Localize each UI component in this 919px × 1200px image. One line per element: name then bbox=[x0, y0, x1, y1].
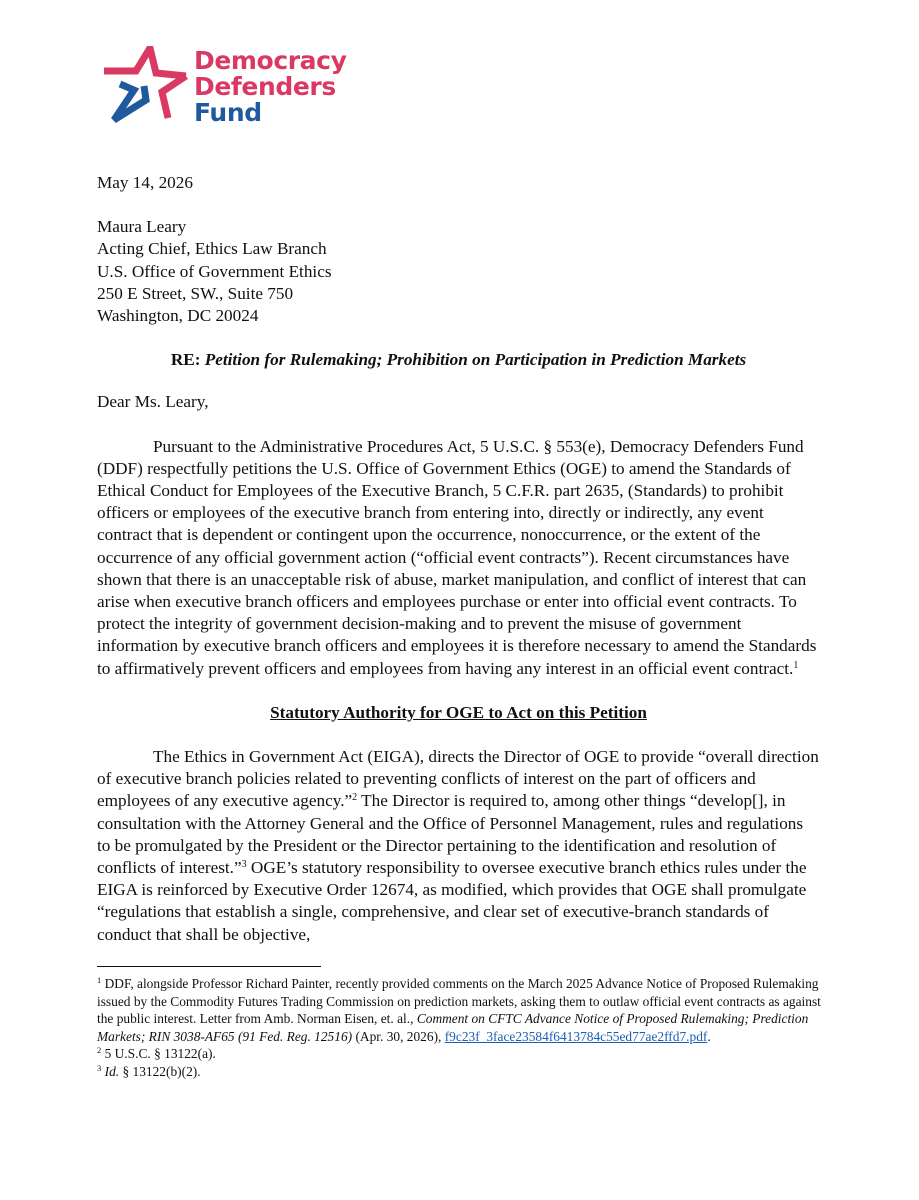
paragraph-authority-part3: OGE’s statutory responsibility to oversee executive branch ethics rules under the EIGA is reinforced by Executive Order 12674, as modified, which provides that OGE shall promulgate “regulations that establish a single, comprehensive, and clear set of executive-branch standards of conduct that shall be objective, bbox=[97, 858, 807, 944]
section-heading: Statutory Authority for OGE to Act on this Petition bbox=[270, 702, 647, 722]
footnote-1 bbox=[97, 975, 827, 1045]
star-icon bbox=[98, 46, 190, 126]
footnote-1-date: (Apr. 30, 2026), bbox=[352, 1028, 445, 1044]
footnote-ref-1[interactable]: 1 bbox=[793, 659, 799, 671]
footnote-1-end: . bbox=[707, 1028, 711, 1044]
footnotes bbox=[97, 975, 827, 1081]
footnote-3-number: 3 bbox=[97, 1062, 102, 1073]
footnote-1-text: DDF, alongside Professor Richard Painter, recently provided comments on the March 2025 Advance Notice of Proposed Rulemaking issued by the Commodity Futures Trading Commission on prediction markets, asking them to outlaw official event contracts as against the public interest. Letter from Amb. Norman Eisen, et. al., bbox=[97, 976, 821, 1027]
footnote-1-number: 1 bbox=[97, 975, 102, 985]
logo-line-1: Democracy bbox=[194, 46, 347, 75]
logo-wordmark bbox=[194, 48, 346, 126]
paragraph-authority-part1: The Ethics in Government Act (EIGA), directs the Director of OGE to provide “overall direction of executive branch policies related to preventing conflicts of interest on the part of officers and employees of any executive agency.” bbox=[97, 747, 819, 811]
footnote-divider bbox=[97, 966, 321, 967]
footnote-2-number: 2 bbox=[97, 1045, 102, 1056]
subject-text: Petition for Rulemaking; Prohibition on Participation in Prediction Markets bbox=[204, 350, 747, 370]
footnote-1-link[interactable]: f9c23f_3face23584f6413784c55ed77ae2ffd7.pdf bbox=[444, 1028, 708, 1044]
paragraph-authority-part2: The Director is required to, among other things “develop[], in consultation with the Attorney General and the Office of Personnel Management, rules and regulations to be promulgated by the President or the Director pertaining to the identification and resolution of conflicts of interest.” bbox=[97, 791, 804, 878]
salutation: Dear Ms. Leary, bbox=[97, 392, 209, 412]
recipient-city: Washington, DC 20024 bbox=[97, 306, 259, 326]
paragraph-petition bbox=[97, 436, 820, 680]
subject-line bbox=[97, 349, 820, 371]
footnote-2 bbox=[97, 1045, 827, 1063]
footnote-2-text: 5 U.S.C. § 13122(a). bbox=[104, 1046, 216, 1062]
recipient-title: Acting Chief, Ethics Law Branch bbox=[97, 239, 327, 259]
footnote-3-id: Id. bbox=[104, 1063, 120, 1079]
logo-line-3: Fund bbox=[194, 98, 262, 127]
subject-label: RE: bbox=[170, 350, 201, 370]
footnote-1-title: Comment on CFTC Advance Notice of Proposed Rulemaking; Prediction Markets; RIN 3038-AF65 (91 Fed. Reg. 12516) bbox=[97, 1011, 809, 1044]
footnote-ref-2[interactable]: 2 bbox=[352, 792, 358, 804]
recipient-street: 250 E Street, SW., Suite 750 bbox=[97, 283, 294, 303]
footnote-3 bbox=[97, 1063, 827, 1081]
paragraph-petition-text: Pursuant to the Administrative Procedures Act, 5 U.S.C. § 553(e), Democracy Defenders Fund (DDF) respectfully petitions the U.S. Office of Government Ethics (OGE) to amend the Standards of Ethical Conduct for Employees of the Executive Branch, 5 C.F.R. part 2635, (Standards) to prohibit officers or employees of the executive branch from entering into, directly or indirectly, any event contract that is dependent or contingent upon the occurrence, nonoccurrence, or the extent of the occurrence of any official government action (“official event contracts”). Recent circumstances have shown that there is an unacceptable risk of abuse, market manipulation, and conflict of interest that can arise when executive branch officers and employees purchase or enter into official event contracts. To protect the integrity of government decision-making and to prevent the misuse of government information by executive branch officers and employees it is therefore necessary to amend the Standards to affirmatively prevent officers and employees from having any interest in an official event contract. bbox=[97, 436, 817, 678]
paragraph-authority bbox=[97, 746, 820, 946]
footnote-3-text: § 13122(b)(2). bbox=[119, 1063, 201, 1079]
recipient-org: U.S. Office of Government Ethics bbox=[97, 261, 332, 281]
letter-body bbox=[97, 172, 820, 968]
recipient-name: Maura Leary bbox=[97, 217, 187, 237]
organization-logo bbox=[98, 44, 358, 126]
recipient-address bbox=[97, 216, 820, 327]
footnote-ref-3[interactable]: 3 bbox=[241, 859, 247, 871]
letter-date: May 14, 2026 bbox=[97, 173, 193, 192]
logo-line-2: Defenders bbox=[194, 72, 336, 101]
